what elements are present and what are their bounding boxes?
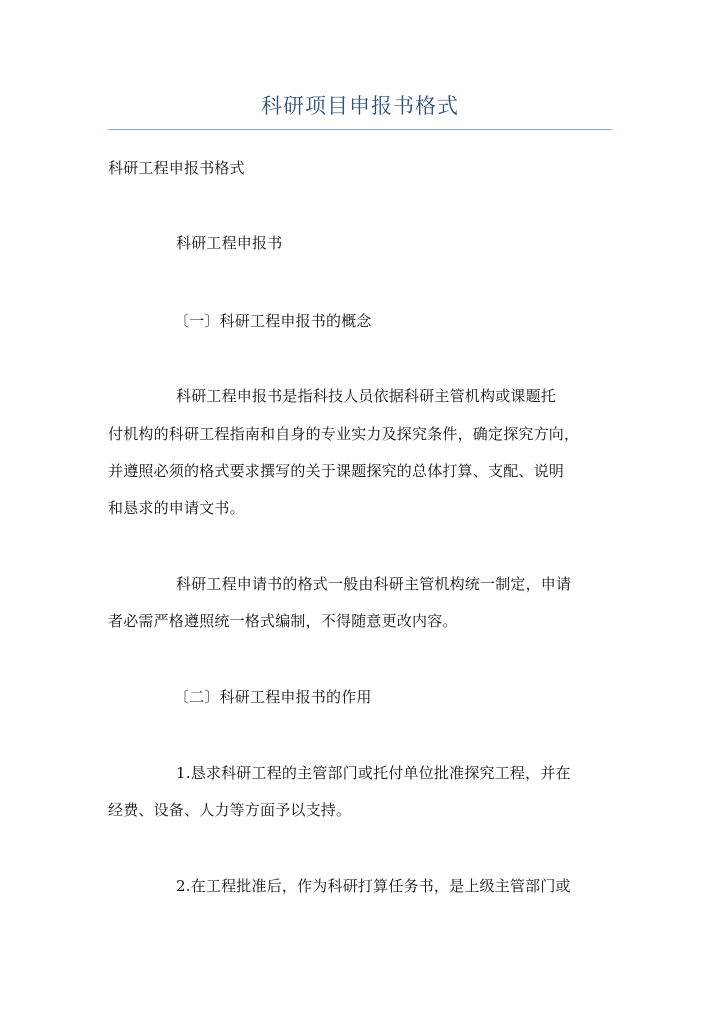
paragraph-1-line-3: 并遵照必须的格式要求撰写的关于课题探究的总体打算、支配、说明 xyxy=(108,462,565,480)
paragraph-1-line-4: 和恳求的申请文书。 xyxy=(108,499,245,517)
section-heading-1: 〔一〕科研工程申报书的概念 xyxy=(174,312,372,330)
title-divider xyxy=(108,129,612,130)
paragraph-1-line-1: 科研工程申报书是指科技人员依据科研主管机构或课题托 xyxy=(176,387,557,405)
list-item-1-line-2: 经费、设备、人力等方面予以支持。 xyxy=(108,801,352,819)
document-title: 科研项目申报书格式 xyxy=(261,94,459,118)
list-item-2-line-1: 2.在工程批准后，作为科研打算任务书，是上级主管部门或 xyxy=(176,877,571,895)
document-subtitle: 科研工程申报书格式 xyxy=(108,159,245,177)
paragraph-1-line-2: 付机构的科研工程指南和自身的专业实力及探究条件，确定探究方向， xyxy=(108,425,580,443)
paragraph-2-line-2: 者必需严格遵照统一格式编制，不得随意更改内容。 xyxy=(108,612,458,630)
list-item-1-line-1: 1.恳求科研工程的主管部门或托付单位批准探究工程，并在 xyxy=(176,764,571,782)
section-heading-2: 〔二〕科研工程申报书的作用 xyxy=(174,688,372,706)
main-heading: 科研工程申报书 xyxy=(176,234,283,252)
paragraph-2-line-1: 科研工程申请书的格式一般由科研主管机构统一制定，申请 xyxy=(176,575,572,593)
